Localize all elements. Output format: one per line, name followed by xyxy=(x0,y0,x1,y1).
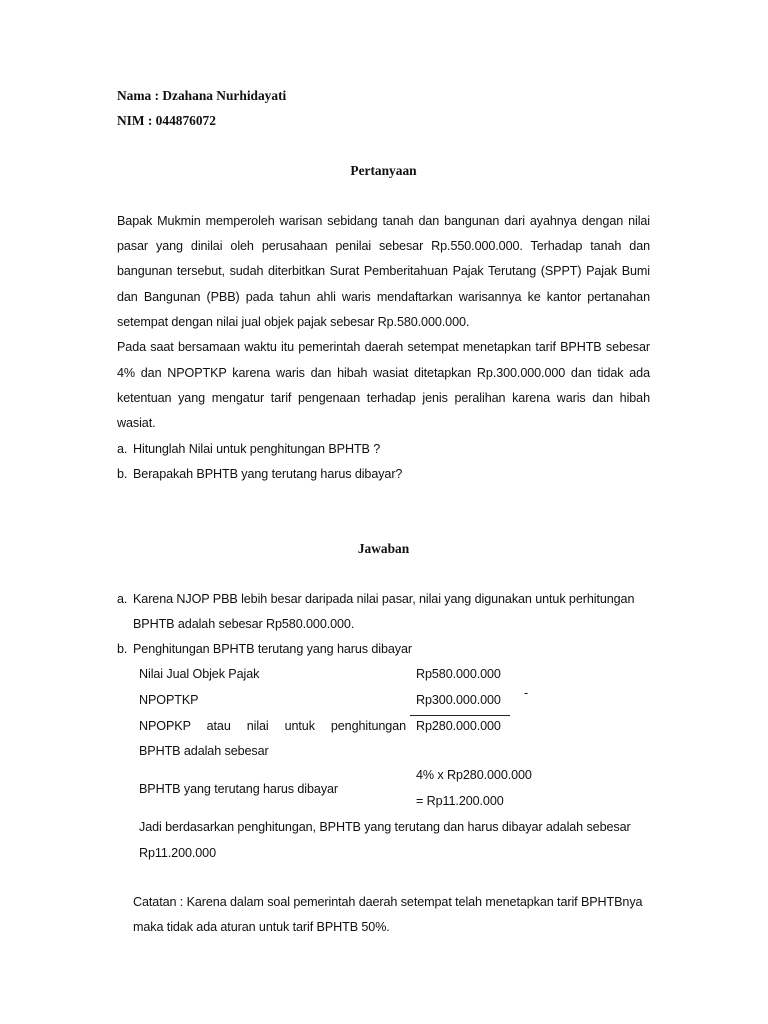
calc-label-bphtb: BPHTB yang terutang harus dibayar xyxy=(139,782,339,796)
calc-value-npopkp: Rp280.000.000 xyxy=(416,719,501,733)
question-item-marker: b. xyxy=(117,467,128,481)
note-line: Catatan : Karena dalam soal pemerintah daerah setempat telah menetapkan tarif BPHTBnya xyxy=(133,895,643,909)
question-p1-line: dan Bangunan (PBB) pada tahun ahli waris mendaftarkan warisannya ke kantor pertanahan xyxy=(117,290,650,304)
question-p1-line: pasar yang dinilai oleh perusahaan penilai sebesar Rp.550.000.000. Terhadap tanah dan xyxy=(117,239,650,253)
question-item-marker: a. xyxy=(117,442,128,456)
conclusion-line: Rp11.200.000 xyxy=(139,846,216,860)
question-p1-line: setempat dengan nilai jual objek pajak sebesar Rp.580.000.000. xyxy=(117,315,470,329)
calc-value-npoptkp: Rp300.000.000 xyxy=(416,693,501,707)
question-p2-line: Pada saat bersamaan waktu itu pemerintah daerah setempat menetapkan tarif BPHTB sebesar xyxy=(117,340,650,354)
minus-sign: - xyxy=(524,686,529,700)
conclusion-line: Jadi berdasarkan penghitungan, BPHTB yang terutang dan harus dibayar adalah sebesar xyxy=(139,820,631,834)
calc-label-npopkp: NPOPKP atau nilai untuk penghitungan xyxy=(139,719,406,733)
calc-value-bphtb-result: = Rp11.200.000 xyxy=(416,794,504,808)
answer-heading: Jawaban xyxy=(357,541,410,556)
question-item-text: Hitunglah Nilai untuk penghitungan BPHTB ? xyxy=(133,442,381,456)
question-heading: Pertanyaan xyxy=(350,163,417,178)
calc-label-npoptkp: NPOPTKP xyxy=(139,693,199,707)
answer-item-marker: b. xyxy=(117,642,128,656)
question-p1-line: bangunan tersebut, sudah diterbitkan Surat Pemberitahuan Pajak Terutang (SPPT) Pajak Bumi xyxy=(117,264,650,278)
question-item-text: Berapakah BPHTB yang terutang harus dibayar? xyxy=(133,467,403,481)
question-p1-line: Bapak Mukmin memperoleh warisan sebidang tanah dan bangunan dari ayahnya dengan nilai xyxy=(117,214,650,228)
calc-value-bphtb-formula: 4% x Rp280.000.000 xyxy=(416,768,532,782)
calc-label-npopkp-cont: BPHTB adalah sebesar xyxy=(139,744,269,758)
question-p2-line: ketentuan yang mengatur tarif pengenaan terhadap jenis peralihan karena waris dan hibah xyxy=(117,391,650,405)
answer-a-line: BPHTB adalah sebesar Rp580.000.000. xyxy=(133,617,355,631)
question-p2-line: wasiat. xyxy=(117,416,156,430)
answer-item-marker: a. xyxy=(117,592,128,606)
calc-label-njop: Nilai Jual Objek Pajak xyxy=(139,667,260,681)
calc-value-njop: Rp580.000.000 xyxy=(416,667,501,681)
student-name: Nama : Dzahana Nurhidayati xyxy=(117,88,287,103)
answer-b-line: Penghitungan BPHTB terutang yang harus dibayar xyxy=(133,642,412,656)
student-nim: NIM : 044876072 xyxy=(117,113,216,128)
note-line: maka tidak ada aturan untuk tarif BPHTB 50%. xyxy=(133,920,390,934)
subtraction-rule xyxy=(410,715,510,716)
question-p2-line: 4% dan NPOPTKP karena waris dan hibah wasiat ditetapkan Rp.300.000.000 dan tidak ada xyxy=(117,366,650,380)
answer-a-line: Karena NJOP PBB lebih besar daripada nilai pasar, nilai yang digunakan untuk perhitungan xyxy=(133,592,635,606)
document-page xyxy=(117,0,650,1024)
